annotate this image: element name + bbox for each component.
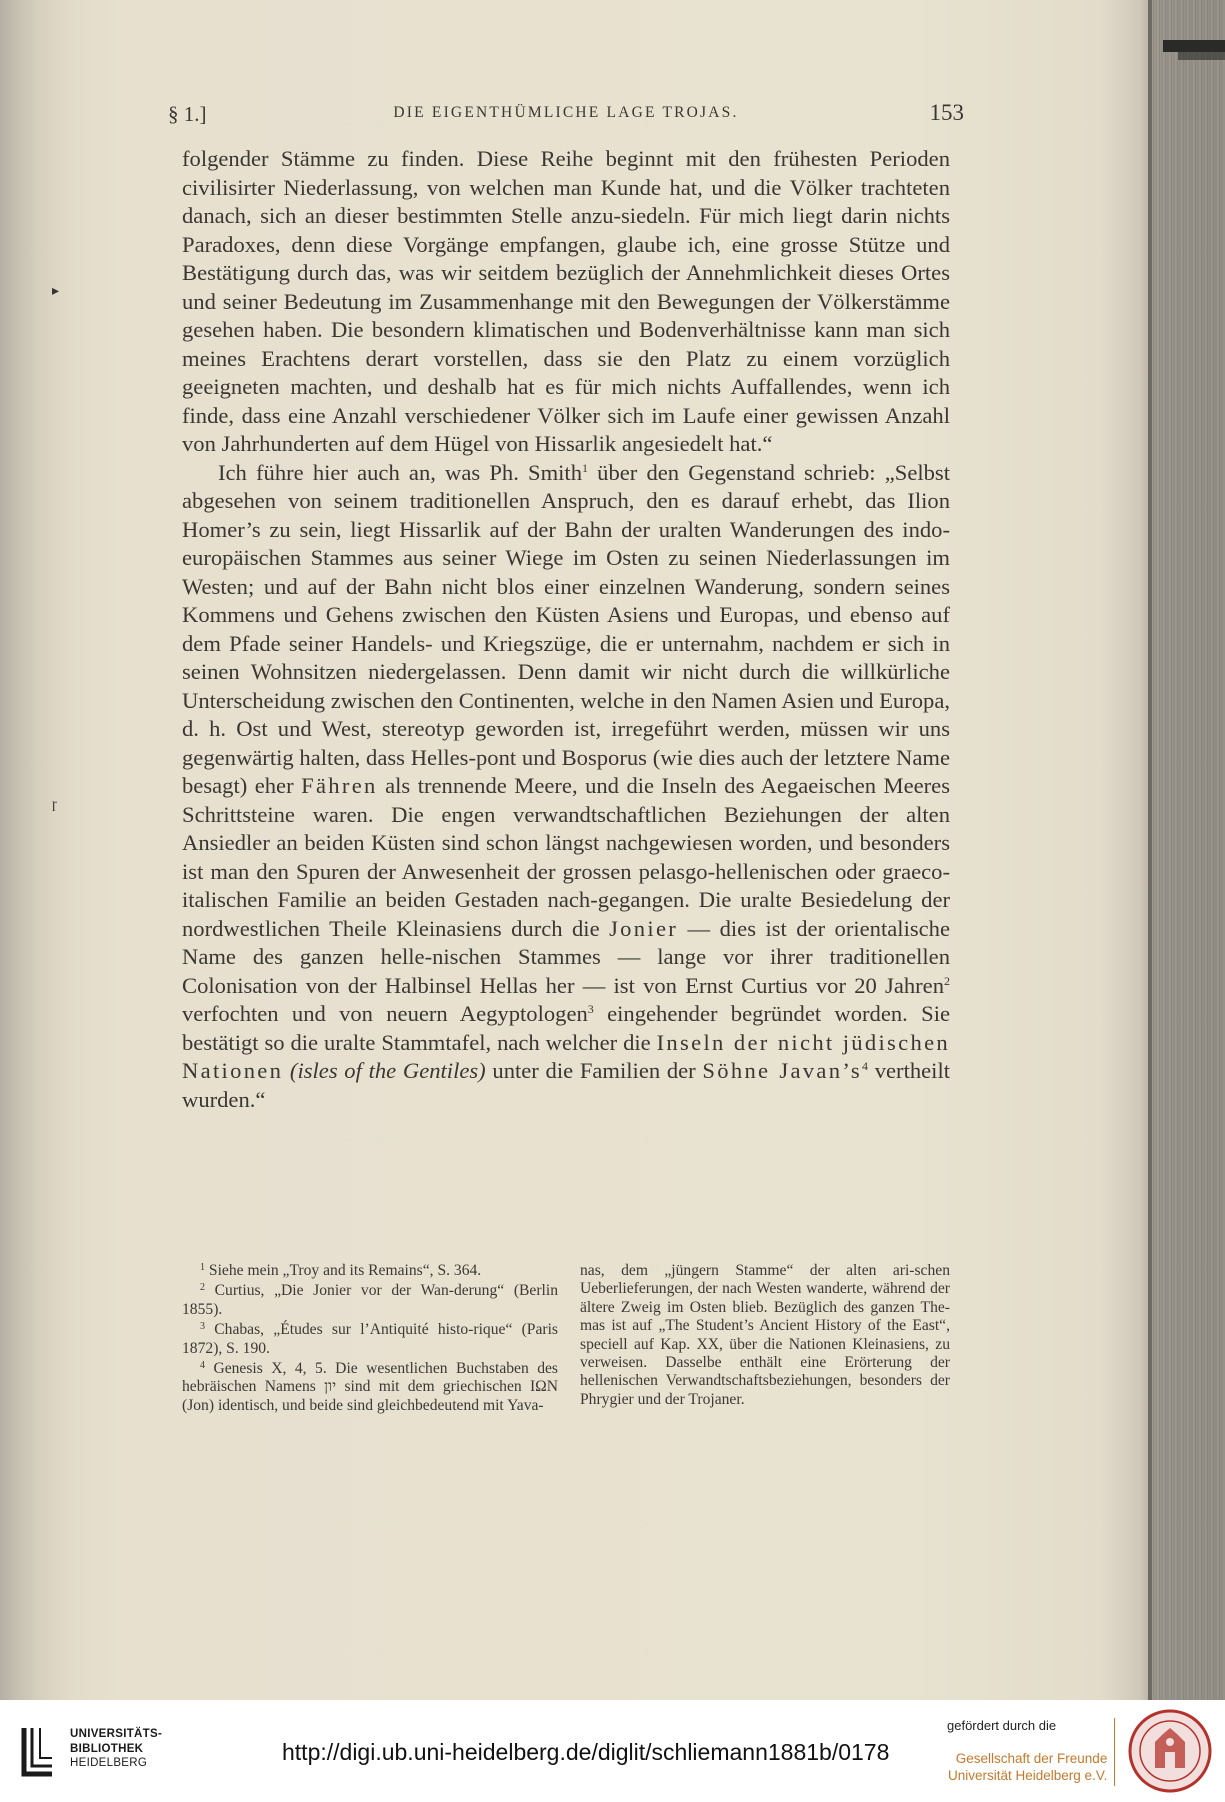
footnote-number: 4 [200,1360,205,1372]
footnote-ref: 1 [582,460,588,475]
footnote-number: 1 [200,1262,205,1273]
margin-mark: ▸ [52,284,60,299]
page-edge-line [1148,0,1152,1700]
footnote [182,1282,558,1319]
body-text [182,145,950,1114]
section-mark: § 1.] [168,102,207,126]
text-run: — dies ist der orientalische Name des ganzen helle-nischen Stammes — lange vor ihrer traditionellen Colonisation von der Halbinsel Hellas her — ist von Ernst Curtius vor 20 Jahren [182,915,950,998]
footnote-ref: 4 [862,1059,869,1073]
text-run: Ich führe hier auch an, was Ph. Smith [218,459,582,485]
footnote-text: Chabas, „Études sur l’Antiquité histo-rique“ (Paris 1872), S. 190. [182,1321,558,1357]
funded-by-label: gefördert durch die [947,1718,1057,1733]
library-name-line: HEIDELBERG [70,1757,148,1769]
footnote-number: 3 [200,1321,205,1333]
library-name-line: UNIVERSITÄTS- [70,1728,163,1740]
footnote-text: Curtius, „Die Jonier vor der Wan-derung“ (Berlin 1855). [182,1282,558,1318]
emphasis-spaced: Fähren [301,773,378,798]
permalink-url[interactable]: http://digi.ub.uni-heidelberg.de/diglit/schliemann1881b/0178 [282,1739,890,1765]
paragraph [182,459,950,1115]
footnote-column-left [182,1262,558,1417]
emphasis-spaced: Jonier [609,915,679,941]
university-seal-icon [1127,1708,1213,1794]
page-edge-stack [1148,0,1225,1700]
bookmark-tab [1178,52,1225,60]
footnote-text: Genesis X, 4, 5. Die wesentlichen Buchstaben des hebräischen Namens יון sind mit dem griechischen ΙΩΝ (Jon) identisch, und beide sind gleichbedeutend mit Yava- [182,1360,558,1414]
text-run: verfochten und von neuern Aegyptologen [182,1001,588,1026]
emphasis-italic: (isles of the Gentiles) [289,1058,486,1083]
emphasis-spaced: Söhne Javan’s [702,1058,863,1083]
text-run: vertheilt wurden.“ [182,1058,950,1112]
footnote-continuation: nas, dem „jüngern Stamme“ der alten ari-schen Ueberlieferungen, der nach Westen wanderte, während der ältere Zweig im Osten blieb. Bezüglich des ganzen The-mas ist auf „The Student’s Ancient History of the East“, speciell auf Kap. XX, über die Nationen Kleinasiens, zu verweisen. Dasselbe enthält eine Erörterung der hellenischen Verwandtschaftsbeziehungen, besonders der Phrygier und der Trojaner. [580,1262,950,1408]
footer-divider [1114,1718,1115,1786]
sponsor-name [948,1750,1107,1784]
footnote-ref: 2 [944,973,950,988]
text-run: als trennende Meere, und die Inseln des Aegaeischen Meeres Schrittsteine waren. Die engen verwandtschaftlichen Beziehungen der alten Ansiedler an beiden Küsten sind schon längst nachgewiesen worden, und besonders ist man den Spuren der Anwesenheit der grossen pelasgo-hellenischen oder graeco-italischen Familie an beiden Gestaden nach-gegangen. Die uralte Besiedelung der nordwestlichen Theile Kleinasiens durch die [182,773,950,941]
library-name [70,1727,162,1771]
emphasis-spaced: Inseln der nicht jüdischen Nationen [182,1029,951,1083]
text-run: unter die Familien der [485,1058,703,1083]
text-run [283,1058,290,1083]
footnote-number: 2 [200,1282,205,1294]
running-head [168,96,964,130]
sponsor-name-line: Gesellschaft der Freunde [955,1751,1108,1766]
library-name-line: BIBLIOTHEK [70,1742,144,1755]
footer-bar [0,1700,1225,1802]
footnotes [182,1262,950,1477]
page-number: 153 [929,100,964,125]
footnote [182,1360,558,1415]
paragraph: folgender Stämme zu finden. Diese Reihe beginnt mit den frühesten Perioden civilisirter Niederlassung, von welchen man Kunde hat, und die Völker trachteten danach, sich an dieser bestimmten Stelle anzu-siedeln. Für mich liegt darin nichts Paradoxes, denn diese Vorgänge empfangen, glaube ich, eine grosse Stütze und Bestätigung durch das, was wir seitdem bezüglich der Annehmlichkeit dieses Ortes und seiner Bedeutung im Zusammenhange mit den Bewegungen der Völkerstämme gesehen haben. Die besondern klimatischen und Bodenverhältnisse kann man sich meines Erachtens derart vorstellen, dass sie den Platz zu einem vorzüglich geeigneten machten, und deshalb hat es für mich nichts Auffallendes, wenn ich finde, dass eine Anzahl verschiedener Völker sich im Laufe einer gewissen Anzahl von Jahrhunderten auf dem Hügel von Hissarlik angesiedelt hat.“ [182,146,950,456]
margin-mark: ɼ [52,797,57,812]
footnote-ref: 3 [587,1002,594,1016]
footnote-column-right [580,1262,950,1409]
sponsor-name-line: Universität Heidelberg e.V. [948,1768,1108,1783]
text-run: eingehender begründet worden. Sie bestätigt so die uralte Stammtafel, nach welcher die [182,1001,950,1055]
running-title: DIE EIGENTHÜMLICHE LAGE TROJAS. [393,104,739,121]
library-logo-icon [18,1724,60,1778]
footnote [182,1321,558,1358]
footnote-text: Siehe mein „Troy and its Remains“, S. 364. [208,1262,482,1279]
text-run: über den Gegenstand schrieb: „Selbst abgesehen von seinem traditionellen Anspruch, den es darauf erhebt, das Ilion Homer’s zu sein, liegt Hissarlik auf der Bahn der uralten Wanderungen des indo-europäischen Stammes aus seiner Wiege im Osten zu seinen Niederlassungen im Westen; und auf der Bahn nicht blos einer einzelnen Wanderung, sondern seines Kommens und Gehens zwischen den Küsten Asiens und Europas, und ebenso auf dem Pfade seiner Handels- und Kriegszüge, die er unternahm, nachdem er sich in seinen Wohnsitzen niedergelassen. Denn damit wir nicht durch die willkürliche Unterscheidung zwischen den Continenten, welche in den Namen Asien und Europa, d. h. Ost und West, stereotyp geworden ist, irregeführt werden, müssen wir uns gegenwärtig halten, dass Helles-pont und Bosporus (wie dies auch der letztere Name besagt) eher [182,459,950,798]
footnote [182,1262,558,1280]
bookmark-tab [1163,40,1225,52]
